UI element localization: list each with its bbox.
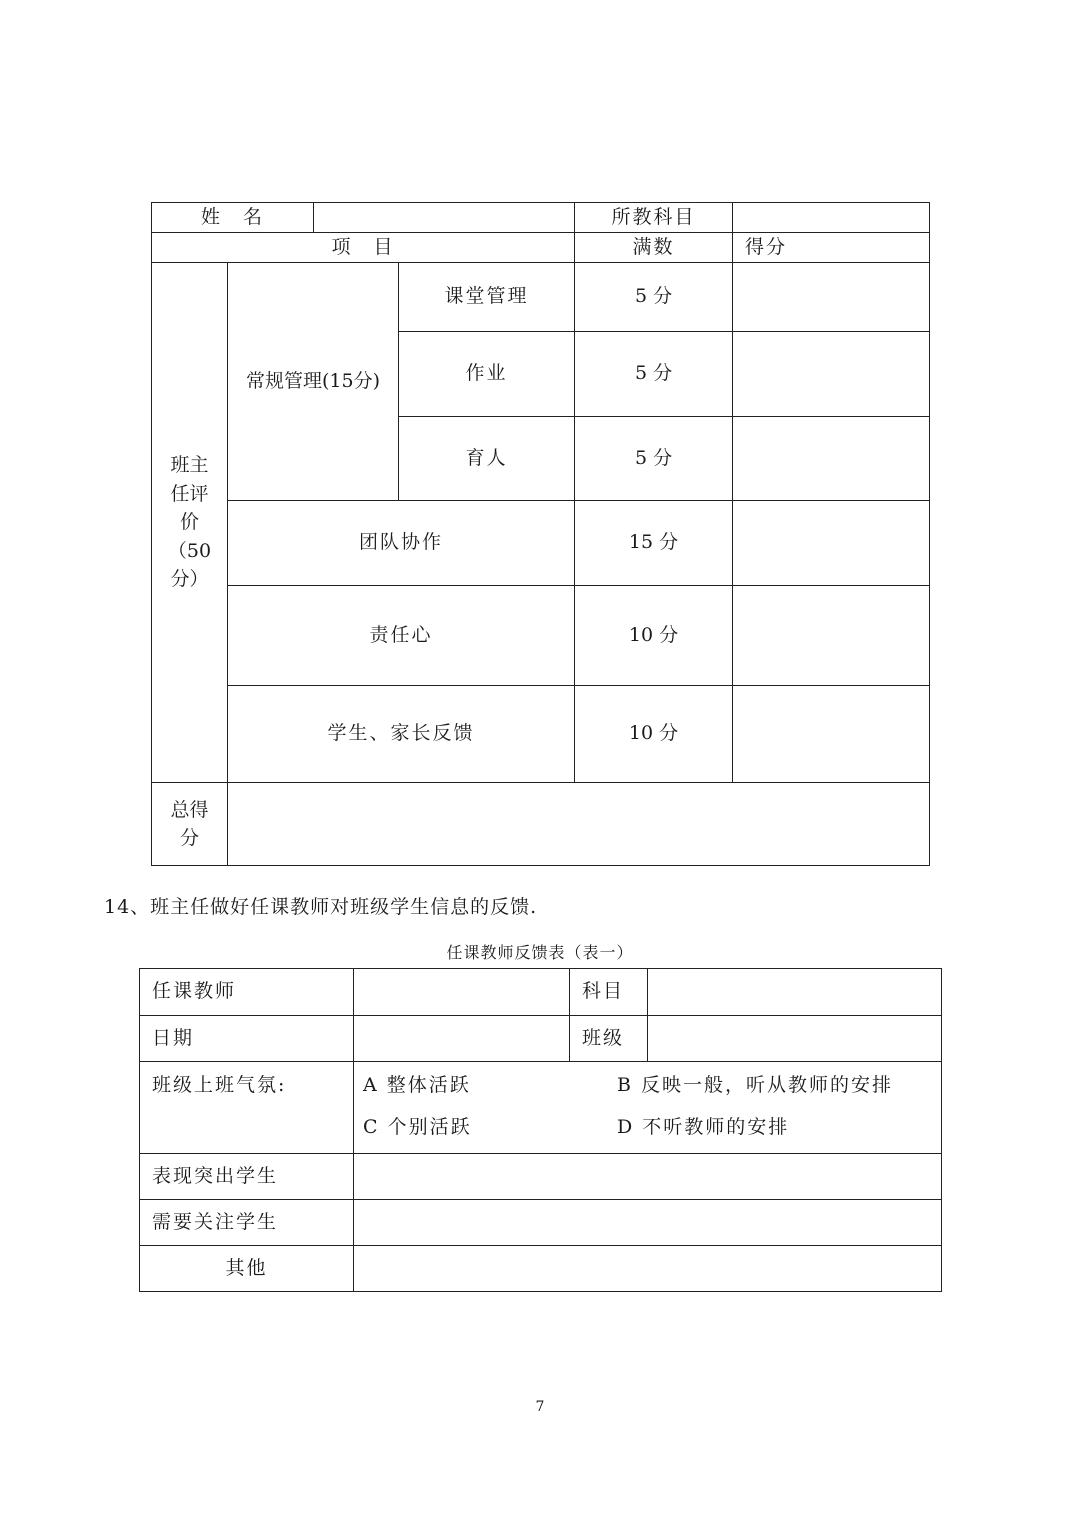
score-cell[interactable] [733,501,930,586]
full-cell: 10 分 [575,586,733,686]
score-cell[interactable] [733,332,930,417]
option-d[interactable]: D 不听教师的安排 [617,1115,790,1138]
item-cell: 学生、家长反馈 [228,686,575,783]
full-cell: 10 分 [575,686,733,783]
full-cell: 5 分 [575,263,733,332]
item-cell: 责任心 [228,586,575,686]
outstanding-label: 表现突出学生 [140,1154,354,1200]
feedback-table [139,968,942,1292]
item-cell: 作业 [399,332,575,417]
full-header: 满数 [575,233,733,263]
date-value[interactable] [354,1016,570,1062]
teacher-label: 任课教师 [140,969,354,1016]
atmosphere-label: 班级上班气氛: [140,1062,354,1154]
subject-label: 科目 [570,969,648,1016]
evaluation-table [151,202,930,866]
name-label: 姓 名 [152,203,314,233]
full-cell: 5 分 [575,417,733,501]
intro-text: 14、班主任做好任课教师对班级学生信息的反馈. [104,896,538,918]
item-cell: 课堂管理 [399,263,575,332]
subject-label: 所教科目 [575,203,733,233]
total-label: 总得 分 [152,783,228,866]
score-header: 得分 [733,233,930,263]
subject-value[interactable] [648,969,942,1016]
score-cell[interactable] [733,586,930,686]
table-caption: 任课教师反馈表（表一） [446,943,634,962]
name-value[interactable] [314,203,575,233]
score-cell[interactable] [733,686,930,783]
score-cell[interactable] [733,417,930,501]
attention-label: 需要关注学生 [140,1200,354,1246]
other-label: 其他 [140,1246,354,1292]
item-cell: 团队协作 [228,501,575,586]
class-value[interactable] [648,1016,942,1062]
item-header: 项 目 [152,233,575,263]
subject-value[interactable] [733,203,930,233]
option-c[interactable]: C 个别活跃 [363,1115,472,1138]
teacher-value[interactable] [354,969,570,1016]
item-cell: 育人 [399,417,575,501]
date-label: 日期 [140,1016,354,1062]
option-a[interactable]: A 整体活跃 [363,1074,471,1096]
full-cell: 15 分 [575,501,733,586]
outstanding-value[interactable] [354,1154,942,1200]
routine-label: 常规管理(15分) [228,263,399,501]
class-label: 班级 [570,1016,648,1062]
score-cell[interactable] [733,263,930,332]
attention-value[interactable] [354,1200,942,1246]
page-number: 7 [535,1399,545,1415]
other-value[interactable] [354,1246,942,1292]
section-label: 班主 任评 价 （50 分） [152,263,228,783]
total-value[interactable] [228,783,930,866]
atmosphere-options [354,1062,942,1154]
full-cell: 5 分 [575,332,733,417]
option-b[interactable]: B 反映一般，听从教师的安排 [617,1074,894,1096]
